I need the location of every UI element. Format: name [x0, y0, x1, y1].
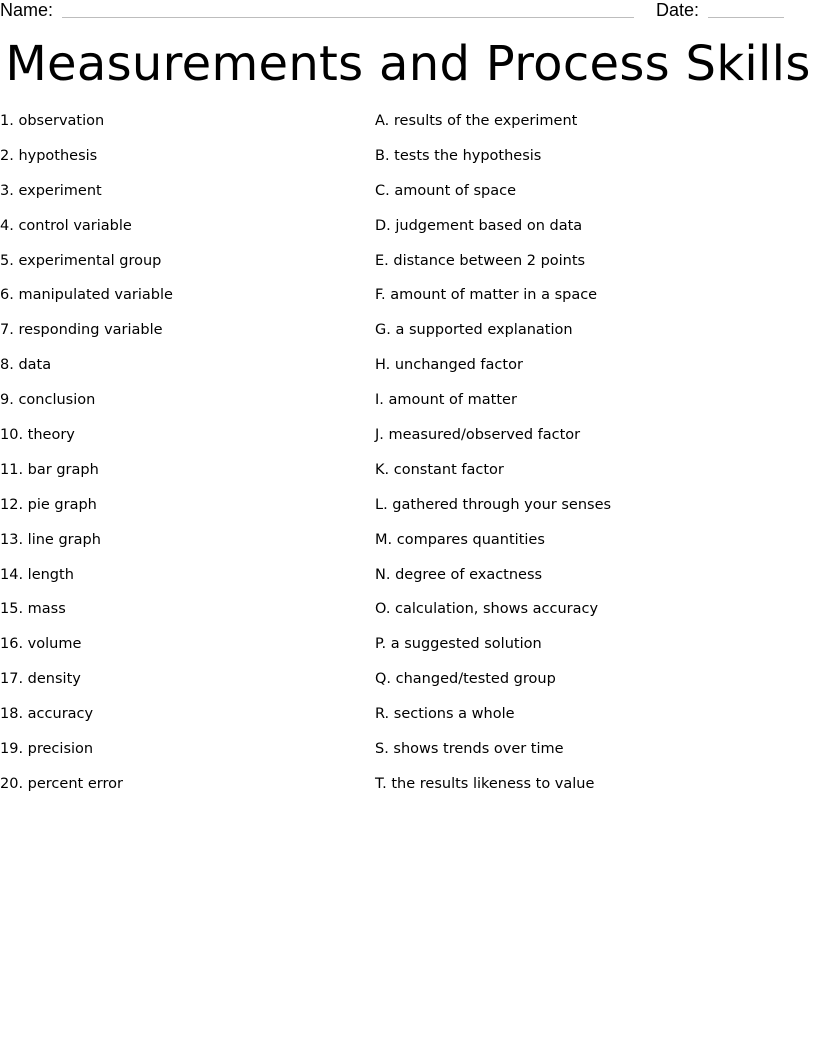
term-item: 15. mass — [0, 601, 66, 618]
definition-item: J. measured/observed factor — [375, 427, 581, 444]
term-item: 11. bar graph — [0, 461, 99, 478]
definition-item: Q. changed/tested group — [375, 671, 556, 688]
name-blank-line — [62, 17, 634, 18]
worksheet-header — [0, 0, 816, 22]
term-item: 19. precision — [0, 741, 94, 758]
definition-item: D. judgement based on data — [375, 217, 583, 234]
definition-item: K. constant factor — [375, 461, 504, 478]
worksheet-title: Measurements and Process Skills — [5, 36, 811, 92]
definition-item: A. results of the experiment — [375, 113, 578, 129]
date-label: Date: — [656, 0, 700, 20]
term-item: 12. pie graph — [0, 496, 97, 513]
term-item: 3. experiment — [0, 182, 102, 199]
date-blank-line — [708, 17, 784, 18]
definition-item: O. calculation, shows accuracy — [375, 601, 599, 618]
definition-item: L. gathered through your senses — [375, 496, 612, 513]
term-item: 14. length — [0, 566, 74, 583]
term-item: 5. experimental group — [0, 252, 162, 269]
term-item: 6. manipulated variable — [0, 287, 173, 304]
terms-list — [0, 111, 360, 809]
definition-item: R. sections a whole — [375, 706, 515, 723]
definition-item: T. the results likeness to value — [375, 775, 595, 792]
definitions-list — [375, 111, 805, 809]
definition-item: P. a suggested solution — [375, 636, 542, 653]
definition-item: M. compares quantities — [375, 531, 545, 548]
term-item: 20. percent error — [0, 775, 123, 792]
definition-item: I. amount of matter — [375, 392, 517, 409]
term-item: 7. responding variable — [0, 322, 163, 339]
definition-item: H. unchanged factor — [375, 357, 523, 374]
term-item: 10. theory — [0, 427, 75, 444]
definition-item: S. shows trends over time — [375, 741, 564, 758]
term-item: 9. conclusion — [0, 392, 96, 409]
definition-item: N. degree of exactness — [375, 566, 543, 583]
definition-item: B. tests the hypothesis — [375, 147, 542, 164]
name-label: Name: — [0, 0, 54, 20]
definition-item: E. distance between 2 points — [375, 252, 586, 269]
term-item: 4. control variable — [0, 217, 132, 234]
term-item: 13. line graph — [0, 531, 101, 548]
term-item: 8. data — [0, 357, 52, 374]
term-item: 1. observation — [0, 113, 105, 129]
term-item: 18. accuracy — [0, 706, 94, 723]
definition-item: F. amount of matter in a space — [375, 287, 598, 304]
definition-item: G. a supported explanation — [375, 322, 573, 339]
term-item: 17. density — [0, 671, 81, 688]
definition-item: C. amount of space — [375, 182, 517, 199]
term-item: 16. volume — [0, 636, 82, 653]
term-item: 2. hypothesis — [0, 147, 98, 164]
